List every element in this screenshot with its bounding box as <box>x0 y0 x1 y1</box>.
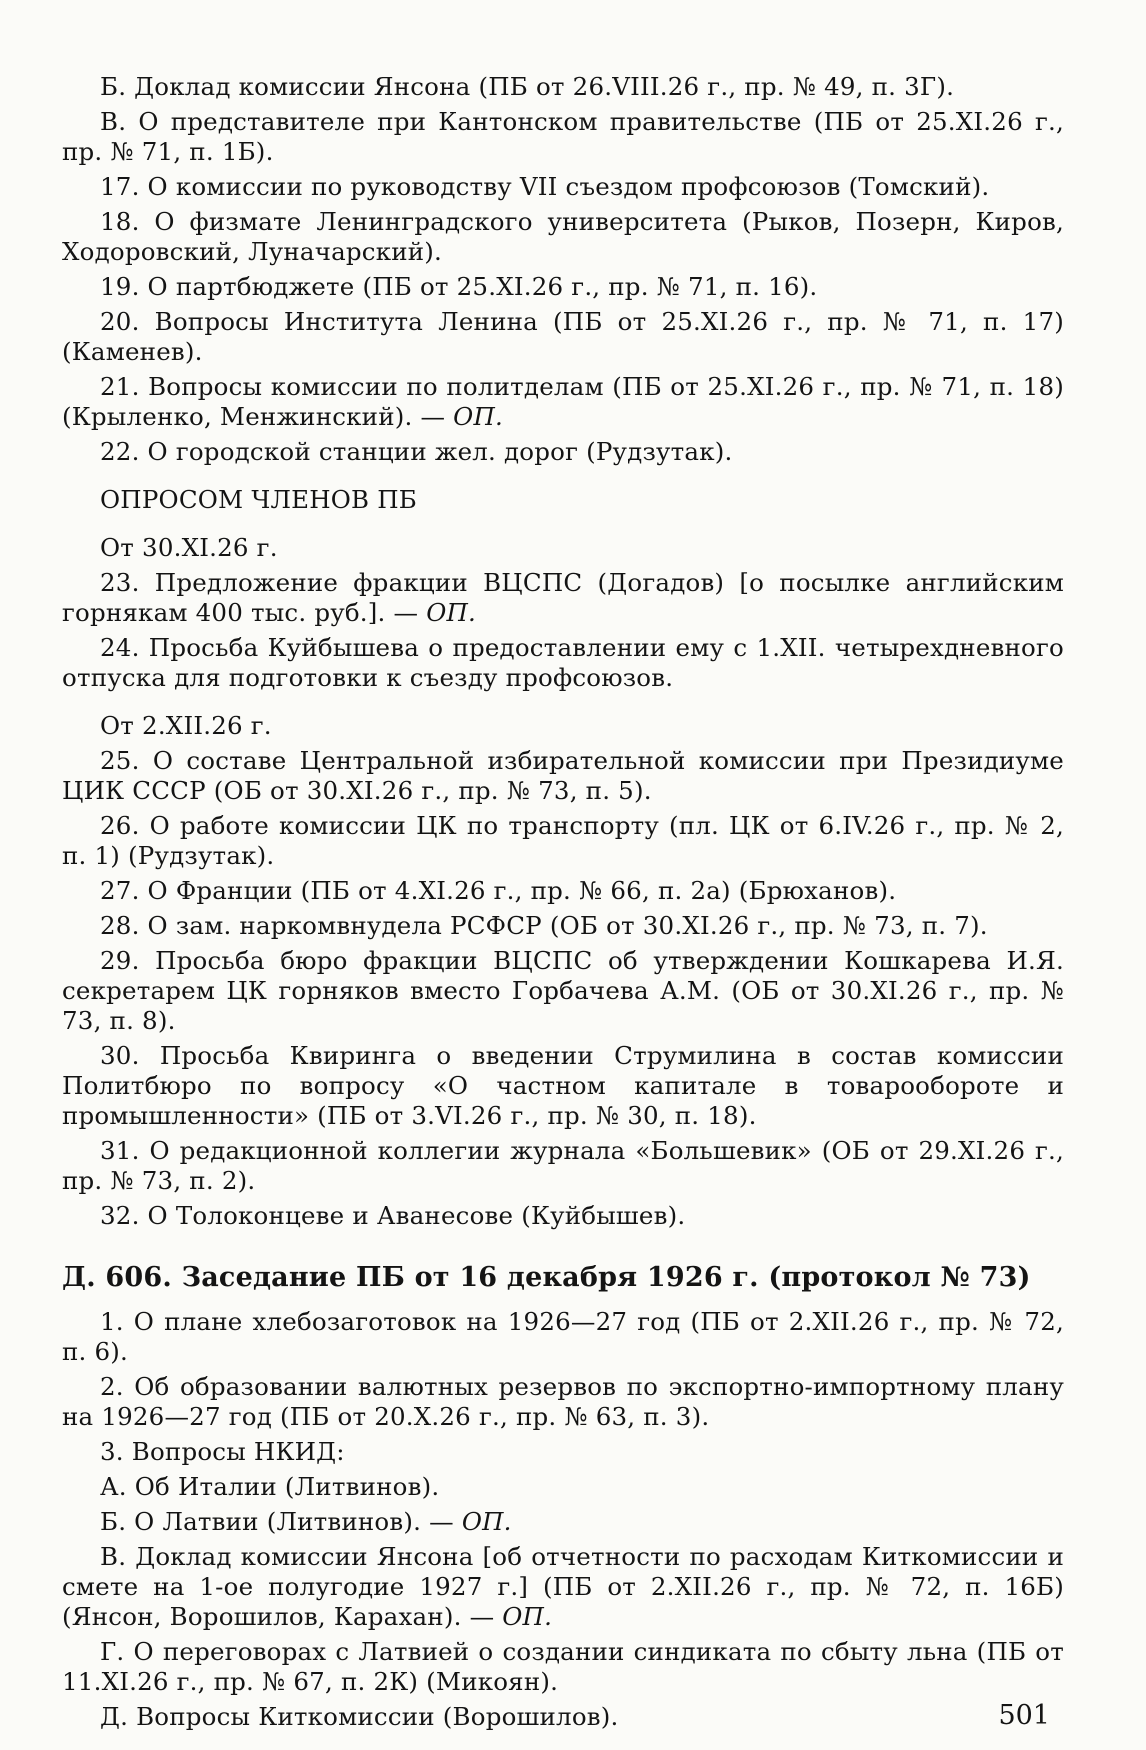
paragraph: 3. Вопросы НКИД: <box>100 1437 345 1466</box>
block-1 <box>62 72 1064 367</box>
paragraph-21 <box>62 372 1064 432</box>
paragraph-22: 22. О городской станции жел. дорог (Рудзутак). <box>100 437 733 466</box>
paragraph: Б. Доклад комиссии Янсона (ПБ от 26.VIII.26 г., пр. № 49, п. 3Г). <box>100 72 955 101</box>
paragraph-23-text: 23. Предложение фракции ВЦСПС (Догадов) [о посылке английским горнякам 400 тыс. руб.]. — <box>62 568 1064 627</box>
block-2 <box>62 746 1064 1231</box>
paragraph-v-text: В. Доклад комиссии Янсона [об отчетности по расходам Киткомиссии и смете на 1-ое полугодие 1927 г.] (ПБ от 2.XII.26 г., пр. № 72, п. 16Б) (Янсон, Ворошилов, Карахан). — <box>62 1542 1064 1631</box>
date-2-xii: От 2.XII.26 г. <box>100 711 272 740</box>
page-number: 501 <box>998 1700 1050 1731</box>
paragraph: 26. О работе комиссии ЦК по транспорту (пл. ЦК от 6.IV.26 г., пр. № 2, п. 1) (Рудзутак). <box>62 811 1064 870</box>
paragraph: 27. О Франции (ПБ от 4.XI.26 г., пр. № 66, п. 2а) (Брюханов). <box>100 876 897 905</box>
paragraph: 1. О плане хлебозаготовок на 1926—27 год (ПБ от 2.XII.26 г., пр. № 72, п. 6). <box>62 1307 1064 1366</box>
op-mark: ОП. <box>502 1602 553 1631</box>
op-mark: ОП. <box>453 402 504 431</box>
paragraph-b-text: Б. О Латвии (Литвинов). — <box>100 1507 462 1536</box>
paragraph: В. О представителе при Кантонском правительстве (ПБ от 25.XI.26 г., пр. № 71, п. 1Б). <box>62 107 1064 166</box>
paragraph: 25. О составе Центральной избирательной комиссии при Президиуме ЦИК СССР (ОБ от 30.XI.26 г., пр. № 73, п. 5). <box>62 746 1064 805</box>
paragraph: Г. О переговорах с Латвией о создании синдиката по сбыту льна (ПБ от 11.XI.26 г., пр. № 67, п. 2К) (Микоян). <box>62 1637 1064 1696</box>
paragraph: 2. Об образовании валютных резервов по экспортно-импортному плану на 1926—27 год (ПБ от 20.X.26 г., пр. № 63, п. 3). <box>62 1372 1064 1431</box>
paragraph: 17. О комиссии по руководству VII съездом профсоюзов (Томский). <box>100 172 990 201</box>
paragraph: 19. О партбюджете (ПБ от 25.XI.26 г., пр. № 71, п. 16). <box>100 272 818 301</box>
paragraph-v <box>62 1542 1064 1632</box>
paragraph-23 <box>62 568 1064 628</box>
block-3 <box>62 1307 1064 1502</box>
paragraph: 28. О зам. наркомвнудела РСФСР (ОБ от 30.XI.26 г., пр. № 73, п. 7). <box>100 911 988 940</box>
paragraph: 20. Вопросы Института Ленина (ПБ от 25.XI.26 г., пр. № 71, п. 17) (Каменев). <box>62 307 1064 366</box>
paragraph-b <box>62 1507 1064 1537</box>
date-30-xi: От 30.XI.26 г. <box>100 533 278 562</box>
paragraph: 29. Просьба бюро фракции ВЦСПС об утверждении Кошкарева И.Я. секретарем ЦК горняков вместо Горбачева А.М. (ОБ от 30.XI.26 г., пр. № 73, п. 8). <box>62 946 1064 1035</box>
paragraph: 32. О Толоконцеве и Аванесове (Куйбышев). <box>100 1201 686 1230</box>
paragraph: Д. Вопросы Киткомиссии (Ворошилов). <box>100 1702 619 1731</box>
op-mark: ОП. <box>461 1507 512 1536</box>
op-mark: ОП. <box>426 598 477 627</box>
section-heading: Д. 606. Заседание ПБ от 16 декабря 1926 г. (протокол № 73) <box>62 1262 1031 1293</box>
paragraph: А. Об Италии (Литвинов). <box>100 1472 440 1501</box>
paragraph-21-text: 21. Вопросы комиссии по политделам (ПБ от 25.XI.26 г., пр. № 71, п. 18) (Крыленко, Менжинский). — <box>62 372 1064 431</box>
oprosom-header: ОПРОСОМ ЧЛЕНОВ ПБ <box>100 485 418 514</box>
block-4 <box>62 1637 1064 1732</box>
paragraph: 30. Просьба Квиринга о введении Струмилина в состав комиссии Политбюро по вопросу «О частном капитале в товарообороте и промышленности» (ПБ от 3.VI.26 г., пр. № 30, п. 18). <box>62 1041 1064 1130</box>
paragraph: 31. О редакционной коллегии журнала «Большевик» (ОБ от 29.XI.26 г., пр. № 73, п. 2). <box>62 1136 1064 1195</box>
paragraph: 18. О физмате Ленинградского университета (Рыков, Позерн, Киров, Ходоровский, Луначарский). <box>62 207 1064 266</box>
paragraph-24: 24. Просьба Куйбышева о предоставлении ему с 1.XII. четырехдневного отпуска для подготовки к съезду профсоюзов. <box>62 633 1064 692</box>
